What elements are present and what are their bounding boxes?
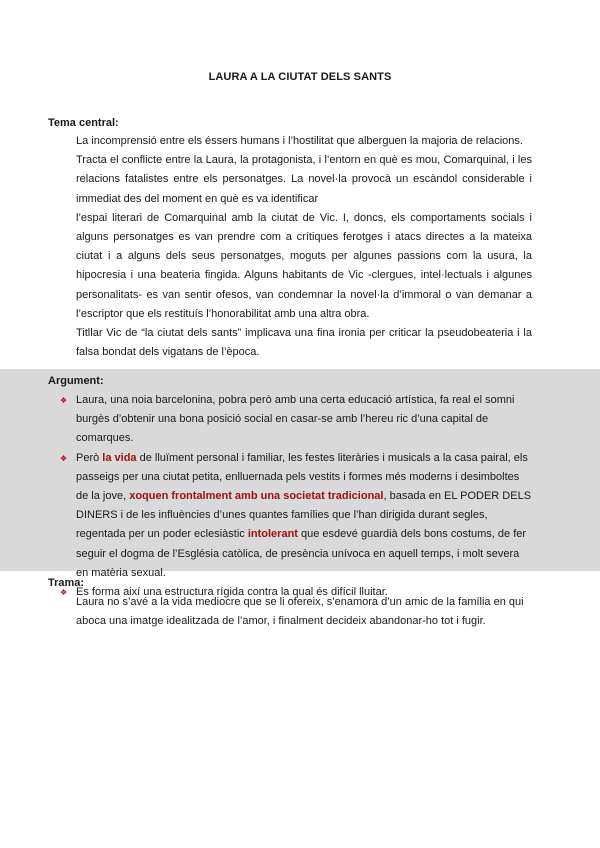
trama-text [76, 593, 532, 631]
highlight-la-vida: la vida [102, 451, 137, 464]
list-item [60, 449, 534, 583]
tema-paragraph-4: Titllar Vic de “la ciutat dels sants” implicava una fina ironia per criticar la pseudobeateria i la falsa bondat dels vigatans de l’època. [76, 327, 532, 359]
tema-paragraph-2: Tracta el conflicte entre la Laura, la protagonista, i l’entorn en què es mou, Comarquinal, i les relacions fatalistes entre els personatges. La novel·la provocà un escàndol considerable i immediat des del moment en què es va identificar [76, 154, 532, 205]
highlight-xoquen: xoquen frontalment amb una societat tradicional [129, 490, 384, 503]
section-label-argument: Argument: [48, 375, 104, 387]
section-label-trama: Trama: [48, 577, 85, 589]
tema-paragraph-1: La incomprensió entre els éssers humans i l’hostilitat que alberguen la majoria de relacions. [76, 135, 523, 147]
document-title: LAURA A LA CIUTAT DELS SANTS [208, 71, 392, 83]
argument-item-1-text: Laura, una noia barcelonina, pobra però amb una certa educació artística, fa real el somni burgès d’obtenir una bona posició social en casar-se amb l’hereu ric d’una capital de comarques. [76, 394, 515, 445]
list-item [60, 391, 534, 449]
diamond-bullet-icon: ❖ [60, 588, 68, 598]
tema-text [76, 132, 532, 362]
diamond-bullet-icon: ❖ [60, 396, 68, 405]
diamond-bullet-icon: ❖ [60, 453, 68, 463]
section-label-tema: Tema central: [48, 117, 119, 129]
highlight-intolerant: intolerant [247, 528, 298, 541]
trama-paragraph-1: Laura no s’avé a la vida mediocre que se li ofereix, s’enamora d’un amic de la família en qui aboca una imatge idealitzada de l’amor, i finalment decideix abandonar-ho tot i fugir. [76, 596, 524, 628]
argument-item-2-text: Però la vida de lluïment personal i familiar, les festes literàries i musicals a la casa pairal, els passeigs per una ciutat petita, enlluernada pels vestits i formes més moderns i desimboltes de la jove, xoquen frontalment amb una societat tradicional, basada en EL PODER DELS DINERS i de les influències d’unes quantes famílies que l’han dirigida durant segles, regentada per un poder eclesiàstic intolerant que esdevé guardià dels bons costums, de fer seguir el dogma de l’Església catòlica, de presència unívoca en aquell temps, i molt severa en matèria sexual. [76, 451, 532, 579]
argument-item-3-text: Es forma així una estructura rígida contra la qual és difícil lluitar. [76, 586, 388, 599]
tema-paragraph-3: l’espai literari de Comarquinal amb la ciutat de Vic. I, doncs, els comportaments socials i alguns personatges es van prendre com a crítiques ferotges i atacs directes a la mateixa ciutat i a alguns dels seus personatges, moguts per algunes passions com la usura, la hipocresia i una beateria fingida. Alguns habitants de Vic -clergues, intel·lectuals i algunes personalitats- es van sentir ofesos, van condemnar la novel·la d’immoral o van demanar a l’escriptor que els restituís l’honorabilitat amb una altra obra. [76, 211, 532, 320]
